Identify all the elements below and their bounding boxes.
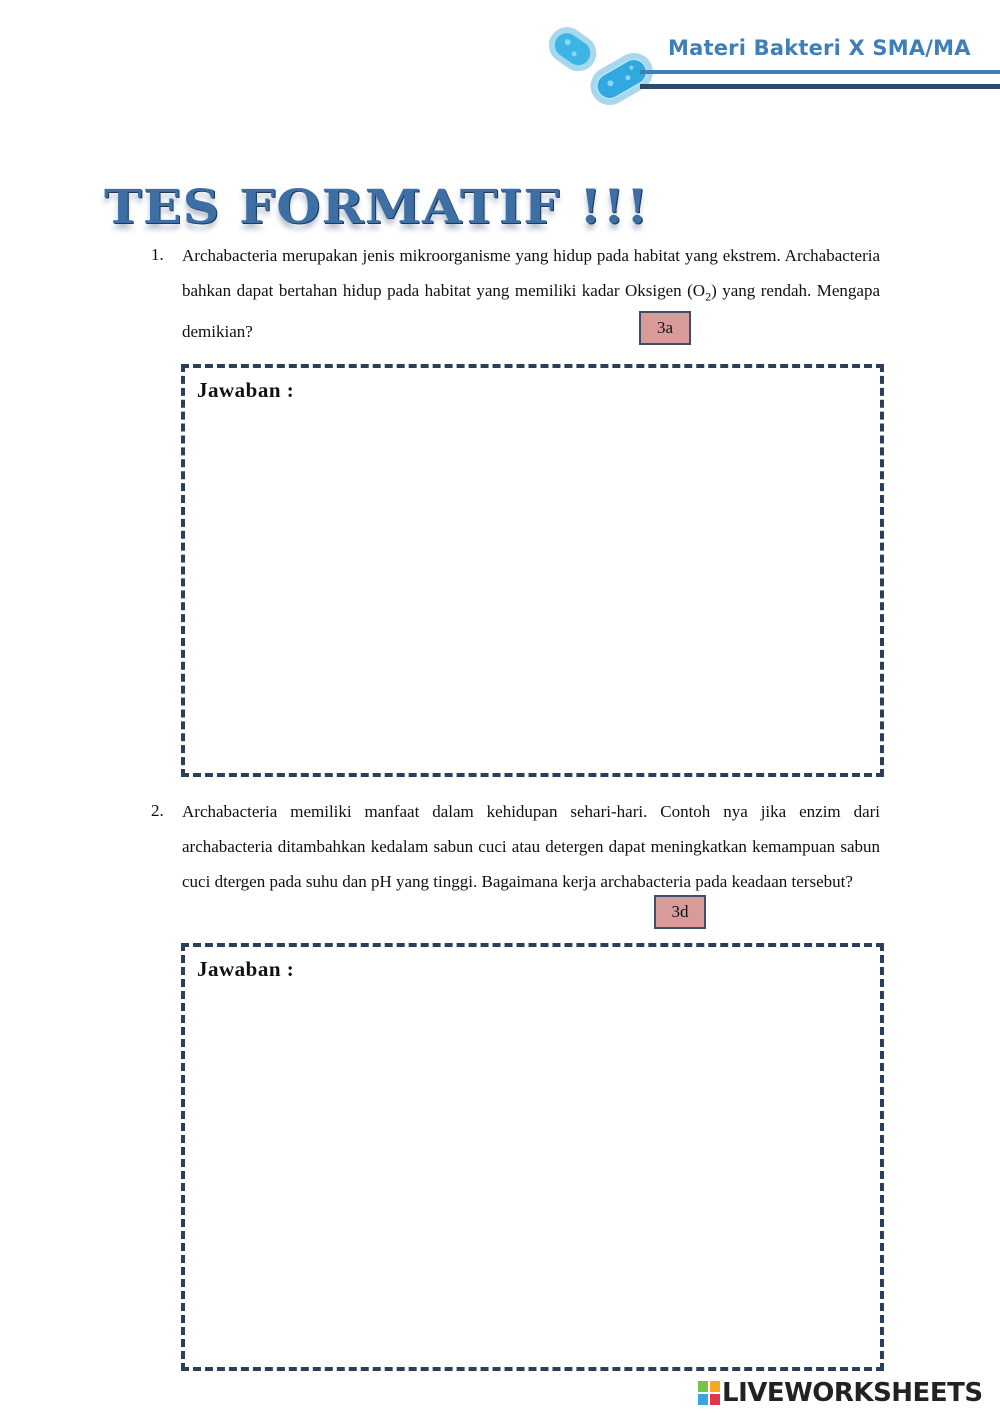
question-1-badge: 3a	[639, 311, 691, 345]
footer-brand	[698, 1378, 983, 1408]
header-divider-bottom	[640, 84, 1000, 89]
question-2-answer-box[interactable]	[181, 943, 884, 1371]
question-2-answer-label: Jawaban :	[197, 957, 295, 981]
question-2-badge: 3d	[654, 895, 706, 929]
footer-brand-text: LIVEWORKSHEETS	[722, 1378, 983, 1408]
question-1-number: 1.	[151, 245, 164, 264]
question-1-answer-box[interactable]	[181, 364, 884, 777]
liveworksheets-logo-icon	[698, 1381, 720, 1405]
page-title: TES FORMATIF !!!	[104, 180, 650, 235]
bacteria-illustration	[540, 8, 660, 112]
header-title: Materi Bakteri X SMA/MA	[668, 36, 971, 60]
header-divider-top	[640, 70, 1000, 74]
question-2-text: Archabacteria memiliki manfaat dalam kehidupan sehari-hari. Contoh nya jika enzim dari archabacteria ditambahkan kedalam sabun cuci atau detergen dapat meningkatkan kemampuan sabun cuci dtergen pada suhu dan pH yang tinggi. Bagaimana kerja archabacteria pada keadaan tersebut?	[182, 802, 880, 891]
question-1-answer-label: Jawaban :	[197, 378, 295, 402]
question-1-text: Archabacteria merupakan jenis mikroorganisme yang hidup pada habitat yang ekstrem. Archabacteria bahkan dapat bertahan hidup pada habitat yang memiliki kadar Oksigen $(O_2)$ yang rendah. Mengapa demikian?	[182, 246, 880, 342]
question-2-number: 2.	[151, 801, 164, 820]
